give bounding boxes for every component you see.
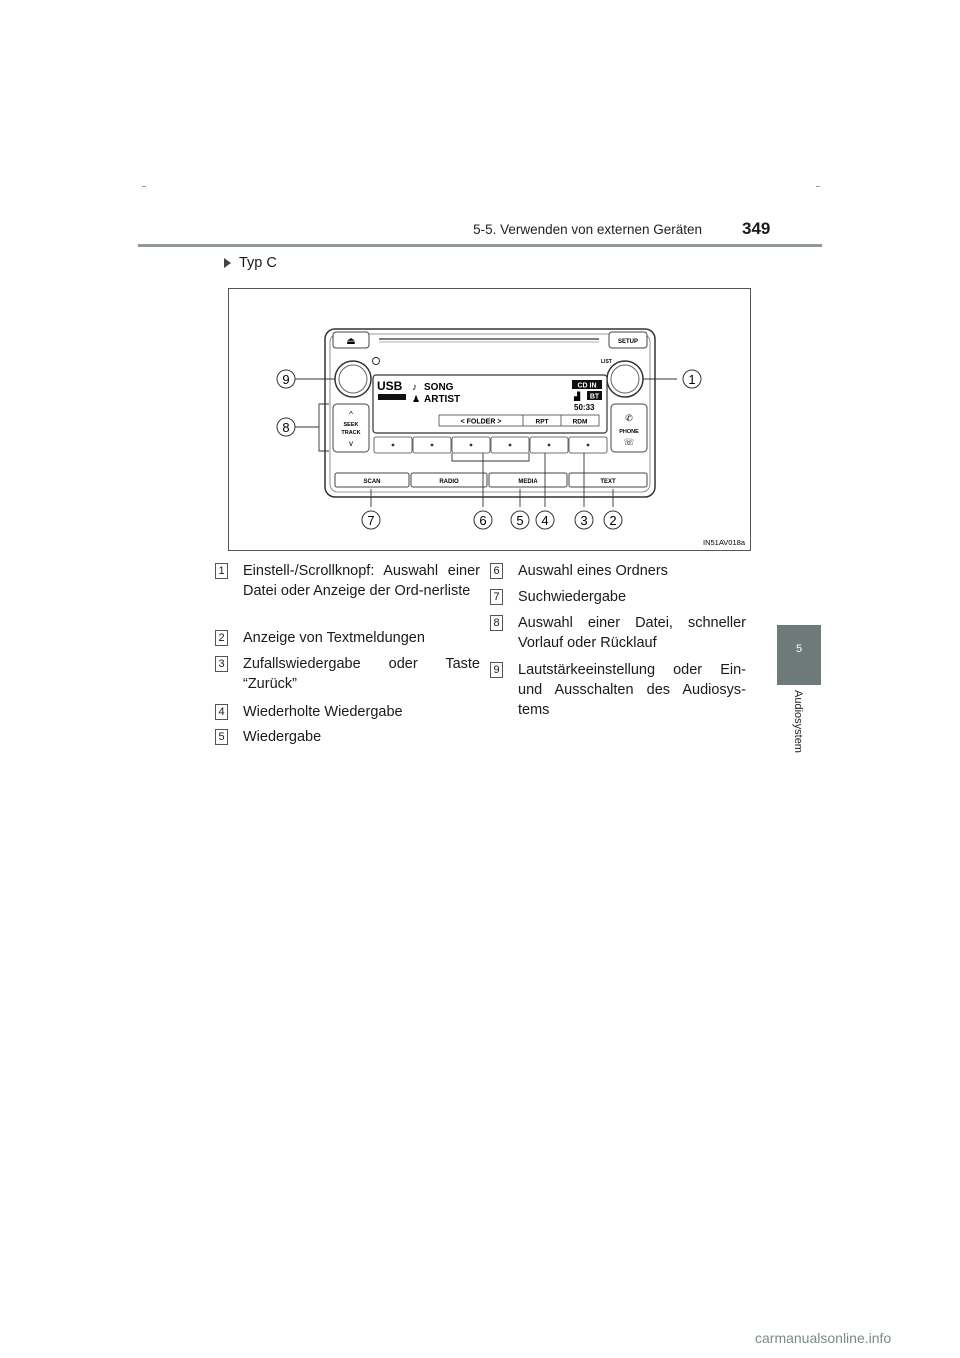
legend-text: Auswahl eines Ordners (518, 563, 668, 579)
display-artist: ARTIST (424, 394, 461, 405)
music-note-icon: ♪ (412, 382, 417, 393)
legend-text: Auswahl einer Datei, schneller Vorlauf oder Rücklauf (518, 615, 746, 651)
legend-item-6 (490, 561, 746, 583)
legend-text: Einstell-/Scrollknopf: Auswahl einer Datei oder Anzeige der Ord-nerliste (243, 563, 480, 599)
rpt-label: RPT (535, 418, 549, 426)
legend-item-5 (215, 727, 480, 749)
legend-text: Lautstärkeeinstellung oder Ein- und Ausschalten des Audiosys-tems (518, 662, 746, 718)
tune-scroll-knob[interactable] (607, 361, 643, 397)
crop-mark-left (142, 186, 146, 187)
display-cd-in: CD IN (577, 382, 597, 390)
folder-text: FOLDER (466, 418, 496, 426)
usb-device-icon (378, 394, 406, 400)
legend-item-4 (215, 702, 480, 724)
seek-label: SEEK (343, 422, 359, 428)
chevron-up-icon: ^ (349, 410, 353, 419)
legend-number: 9 (490, 662, 503, 678)
legend-number: 5 (215, 729, 228, 745)
legend-number: 2 (215, 630, 228, 646)
display-source: USB (377, 379, 403, 393)
audio-unit-drawing (229, 289, 750, 550)
legend-text: Wiederholte Wiedergabe (243, 704, 403, 720)
chevron-down-icon: v (349, 439, 353, 448)
callout-1-label: 1 (688, 372, 696, 387)
eject-icon: ⏏ (346, 336, 356, 347)
legend-text: Wiedergabe (243, 729, 322, 745)
callout-2-label: 2 (609, 513, 617, 528)
legend-number: 6 (490, 563, 503, 579)
signal-icon: ▟ (574, 392, 581, 401)
legend-number: 1 (215, 563, 228, 579)
page-number: 349 (742, 219, 771, 238)
legend-number: 3 (215, 656, 228, 672)
header-rule (138, 244, 822, 247)
radio-label: RADIO (439, 479, 459, 485)
text-label: TEXT (600, 479, 616, 485)
callout-4-label: 4 (541, 513, 549, 528)
legend-number: 4 (215, 704, 228, 720)
callout-7-label: 7 (367, 513, 375, 528)
display-bt: BT (589, 393, 600, 401)
phone-hangup-icon: ☏ (623, 437, 635, 447)
legend-item-2 (215, 628, 480, 650)
media-label: MEDIA (518, 479, 538, 485)
callout-6-label: 6 (479, 513, 487, 528)
display-song: SONG (424, 382, 454, 393)
callout-8-label: 8 (282, 420, 290, 435)
chapter-tab (777, 625, 821, 685)
legend-text: Suchwiedergabe (518, 589, 627, 605)
chapter-number: 5 (795, 643, 803, 655)
list-label: LIST (601, 359, 612, 365)
legend-text: Zufallswiedergabe oder Taste “Zurück” (243, 656, 480, 692)
track-label: TRACK (341, 430, 361, 436)
legend-number: 7 (490, 589, 503, 605)
figure-code: IN51AV018a (703, 538, 745, 547)
setup-label: SETUP (617, 339, 639, 345)
callout-3-label: 3 (580, 513, 588, 528)
legend-item-8 (490, 613, 746, 657)
person-icon: ♟ (412, 394, 421, 404)
crop-mark-right (816, 186, 820, 187)
legend-text: Anzeige von Textmeldungen (243, 630, 425, 646)
chevron-right-icon: > (497, 418, 502, 426)
watermark: carmanualsonline.info (755, 1330, 892, 1346)
legend-item-7 (490, 587, 746, 609)
triangle-bullet-icon (224, 258, 231, 268)
subheading (224, 255, 277, 271)
legend-item-3 (215, 654, 480, 698)
chevron-left-icon: < (460, 418, 465, 426)
section-title: 5-5. Verwenden von externen Geräten (473, 222, 702, 237)
legend-item-1 (215, 561, 480, 623)
scan-label: SCAN (363, 479, 381, 485)
audio-unit-figure (228, 288, 751, 551)
callout-9-label: 9 (282, 372, 290, 387)
phone-label: PHONE (619, 429, 639, 435)
phone-pickup-icon: ✆ (625, 413, 633, 423)
volume-knob[interactable] (335, 361, 371, 397)
rdm-label: RDM (572, 418, 588, 426)
chapter-label: Audiosystem (792, 690, 804, 753)
subheading-text: Typ C (239, 255, 277, 271)
callout-5-label: 5 (516, 513, 524, 528)
folder-label (461, 419, 502, 426)
legend-number: 8 (490, 615, 503, 631)
legend-item-9 (490, 660, 746, 726)
display-time: 50:33 (574, 403, 595, 412)
